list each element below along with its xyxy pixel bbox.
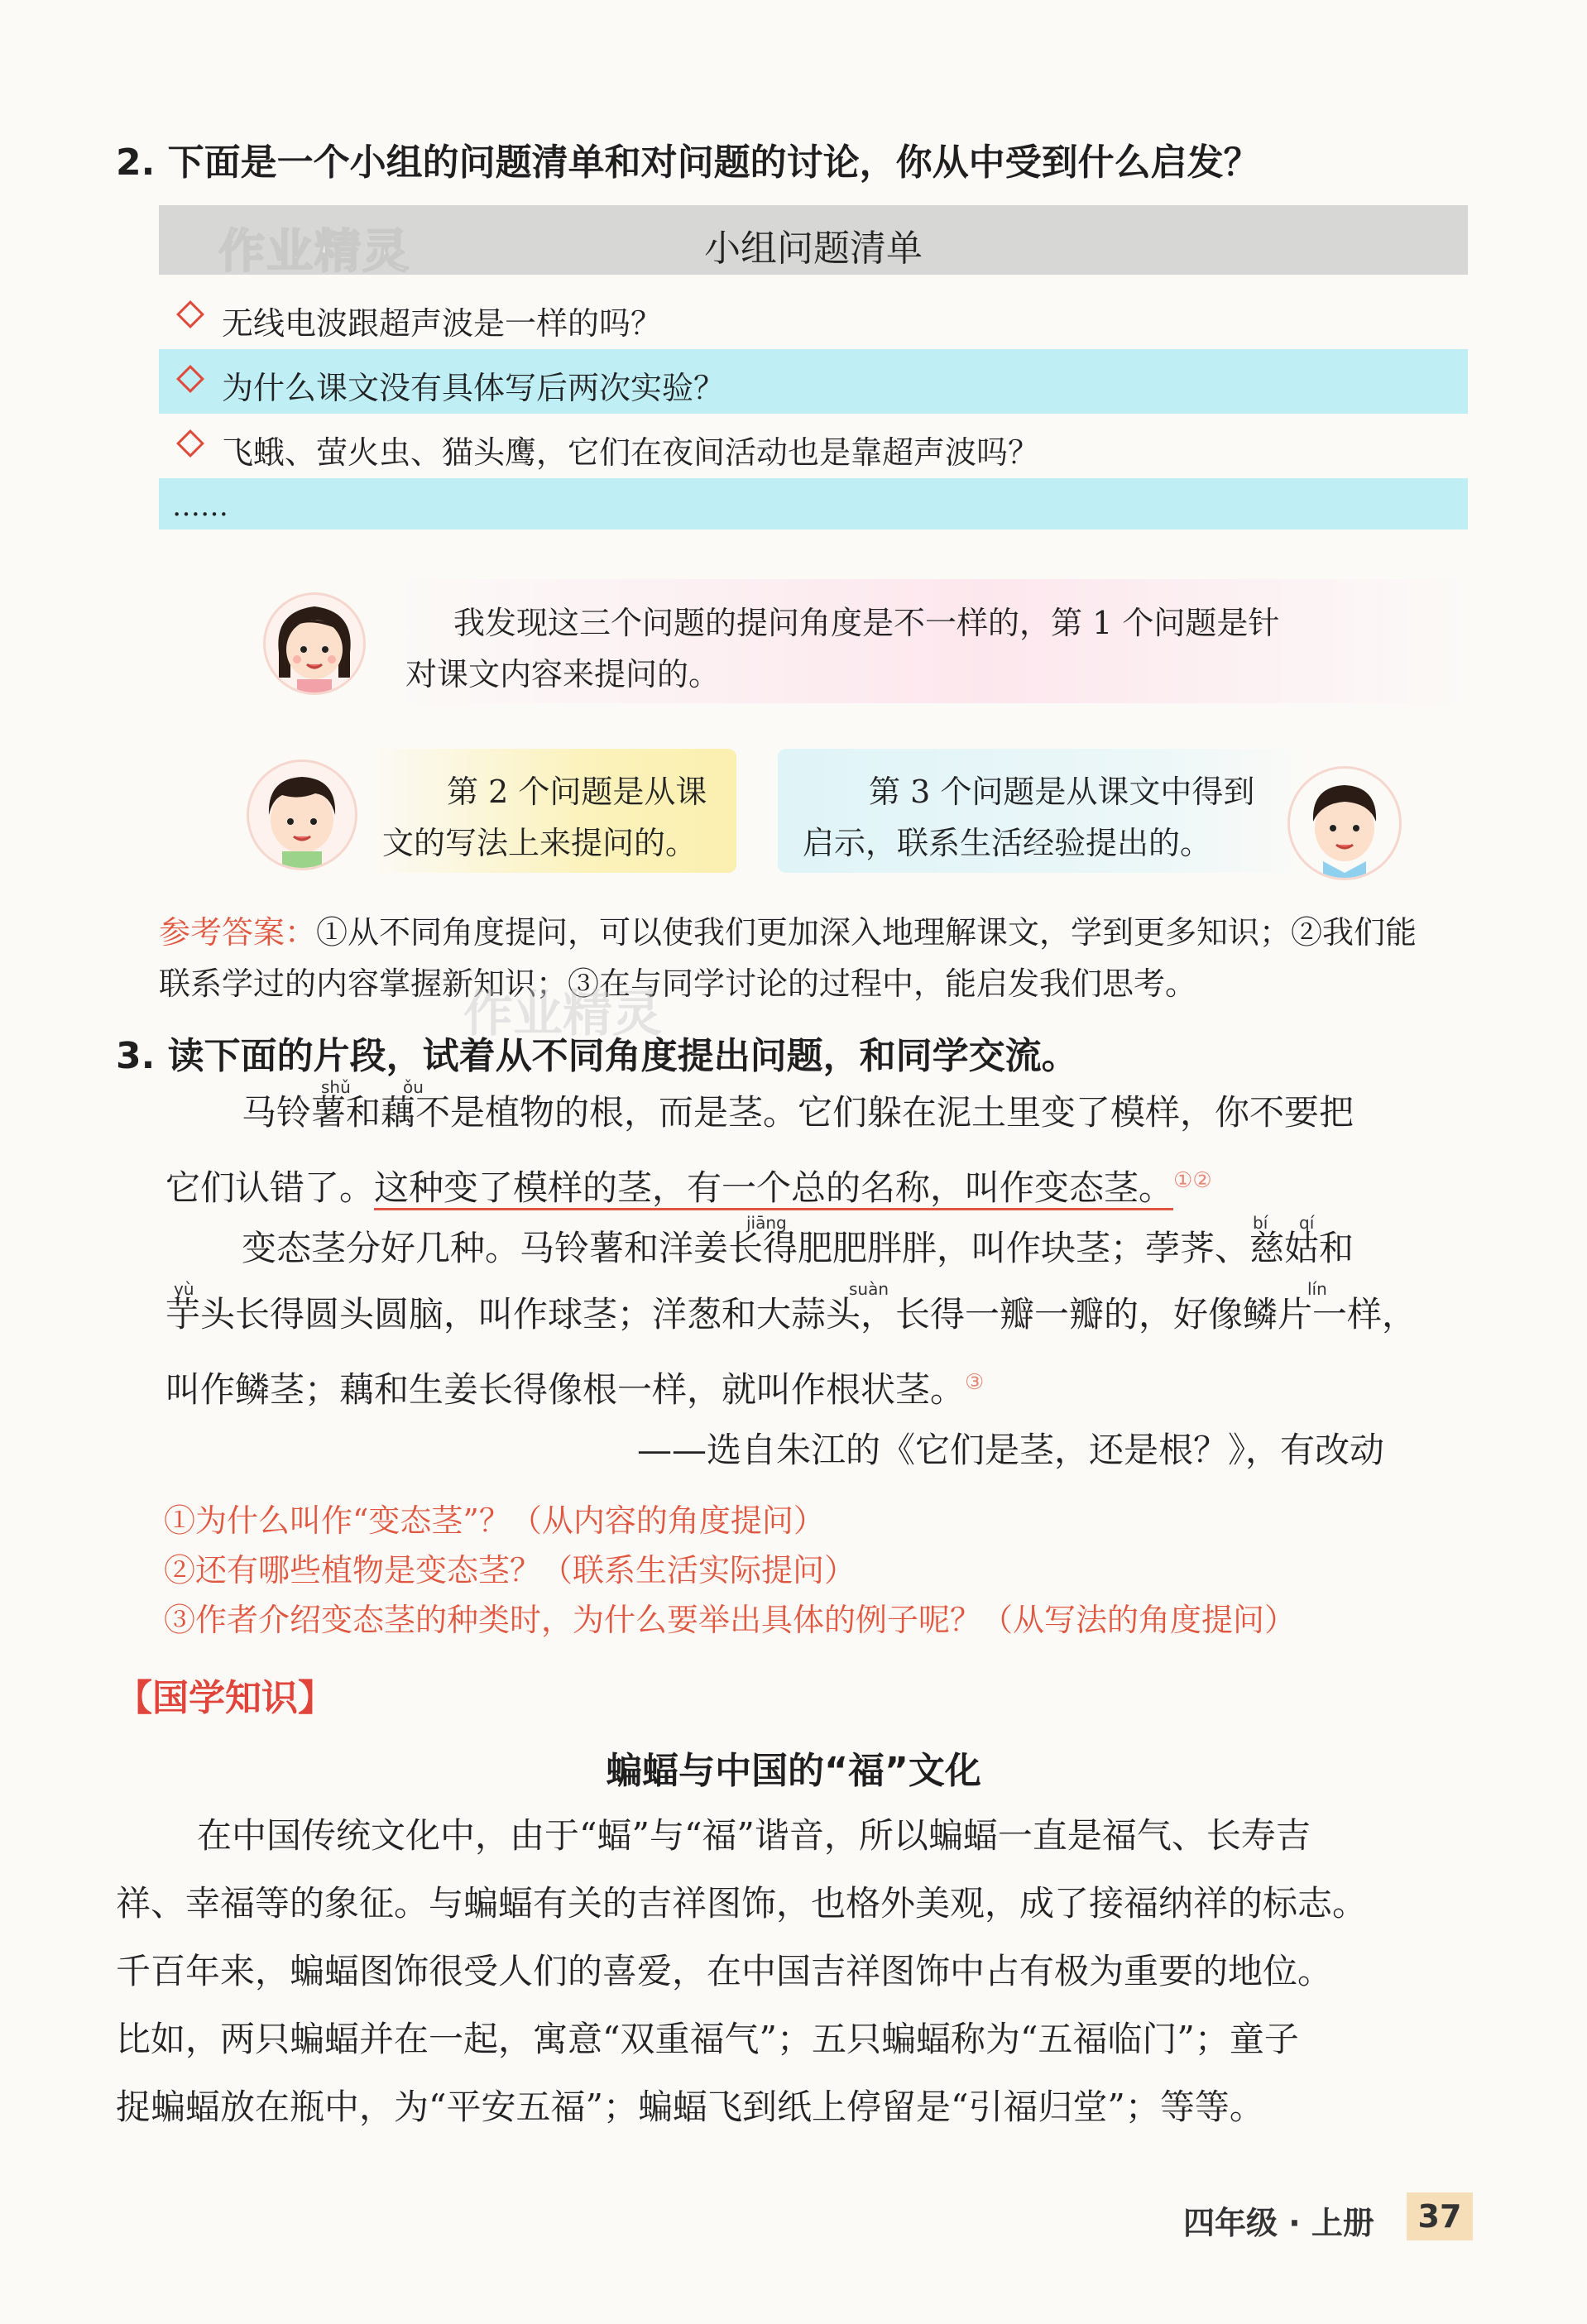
question-list-title: 小组问题清单: [704, 228, 923, 270]
answer-q3-1: ①为什么叫作“变态茎”？（从内容的角度提问）: [164, 1502, 825, 1539]
essay-title: 蝙蝠与中国的“福”文化: [606, 1750, 981, 1792]
passage-source: ——选自朱江的《它们是茎，还是根？》，有改动: [637, 1430, 1385, 1470]
pinyin-lin: lín: [1307, 1279, 1327, 1299]
boy-avatar-icon: [247, 759, 357, 870]
passage-p2-line1: 变态茎分好几种。马铃薯和洋姜长得肥肥胖胖，叫作块茎；荸荠、慈姑和: [242, 1228, 1354, 1268]
question-item: [159, 414, 1468, 478]
pinyin-yu: yù: [174, 1279, 194, 1299]
boy-avatar-icon: [1287, 766, 1402, 880]
passage-p2-line2: 芋头长得圆头圆脑，叫作球茎；洋葱和大蒜头，长得一瓣一瓣的，好像鳞片一样，: [165, 1294, 1417, 1335]
watermark-logo: 作业精灵: [218, 225, 410, 279]
question-item-ellipsis: [159, 478, 1468, 529]
essay-line: 捉蝙蝠放在瓶中，为“平安五福”；蝙蝠飞到纸上停留是“引福归堂”；等等。: [116, 2087, 1264, 2127]
passage-text: 它们认错了。: [165, 1167, 375, 1208]
underlined-sentence: 这种变了模样的茎，有一个总的名称，叫作变态茎。: [374, 1167, 1173, 1210]
speech-girl-line2: 对课文内容来提问的。: [405, 656, 721, 692]
question-2-heading: 2. 下面是一个小组的问题清单和对问题的讨论，你从中受到什么启发？: [116, 141, 1260, 184]
reference-answer-line2: 联系学过的内容掌握新知识；③在与同学讨论的过程中，能启发我们思考。: [159, 966, 1197, 1002]
answer-q3-3: ③作者介绍变态茎的种类时，为什么要举出具体的例子呢？（从写法的角度提问）: [164, 1602, 1297, 1638]
page-number: 37: [1407, 2192, 1473, 2240]
question-list-box: [159, 205, 1468, 529]
passage-p1-line2: [165, 1147, 1212, 1222]
question-list-title-bar: [159, 205, 1468, 279]
pinyin-qi: qí: [1299, 1213, 1315, 1233]
passage-p1-line1: 马铃薯和藕不是植物的根，而是茎。它们躲在泥土里变了模样，你不要把: [242, 1092, 1354, 1133]
question-item: [159, 349, 1468, 414]
pinyin-jiang: jiāng: [746, 1213, 787, 1233]
reference-answer-text: ①从不同角度提问，可以使我们更加深入地理解课文，学到更多知识；②我们能: [316, 914, 1417, 951]
essay-line: 千百年来，蝙蝠图饰很受人们的喜爱，在中国吉祥图饰中占有极为重要的地位。: [116, 1951, 1333, 1991]
diamond-bullet-icon: [176, 429, 204, 458]
passage-p2-line3: [165, 1349, 984, 1424]
footer-grade: 四年级 · 上册: [1183, 2205, 1374, 2241]
section-tag: 【国学知识】: [116, 1677, 334, 1719]
essay-line: 祥、幸福等的象征。与蝙蝠有关的吉祥图饰，也格外美观，成了接福纳祥的标志。: [116, 1883, 1368, 1924]
question-text: 无线电波跟超声波是一样的吗？: [222, 305, 663, 342]
pinyin-bi: bí: [1253, 1213, 1268, 1233]
pinyin-suan: suàn: [849, 1279, 889, 1299]
question-text: 飞蛾、萤火虫、猫头鹰，它们在夜间活动也是靠超声波吗？: [222, 434, 1040, 471]
speech-boy1-line2: 文的写法上来提问的。: [382, 825, 698, 861]
annotation-mark-3: ③: [965, 1370, 985, 1395]
essay-line: 比如，两只蝙蝠并在一起，寓意“双重福气”；五只蝙蝠称为“五福临门”；童子: [116, 2019, 1299, 2059]
speech-boy2-line2: 启示，联系生活经验提出的。: [803, 825, 1212, 861]
pinyin-shu: shǔ: [321, 1077, 351, 1097]
question-text: 为什么课文没有具体写后两次实验？: [222, 370, 726, 406]
reference-answer-label: 参考答案：: [159, 914, 317, 951]
watermark-logo: 作业精灵: [463, 985, 662, 1043]
reference-answer-line1: [159, 907, 1417, 958]
passage-text: 叫作鳞茎；藕和生姜长得像根一样，就叫作根状茎。: [165, 1369, 966, 1410]
speech-boy2-line1: 第 3 个问题是从课文中得到: [869, 774, 1255, 810]
girl-avatar-icon: [263, 592, 366, 695]
diamond-bullet-icon: [176, 365, 204, 393]
diamond-bullet-icon: [176, 300, 204, 328]
ellipsis: ……: [172, 490, 228, 523]
pinyin-ou: ǒu: [403, 1077, 424, 1097]
speech-girl-line1: 我发现这三个问题的提问角度是不一样的，第 1 个问题是针: [453, 605, 1280, 641]
essay-line: 在中国传统文化中，由于“蝠”与“福”谐音，所以蝙蝠一直是福气、长寿吉: [197, 1815, 1311, 1856]
question-item: [159, 285, 1468, 349]
annotation-mark-12: ①②: [1173, 1168, 1212, 1193]
speech-boy1-line1: 第 2 个问题是从课: [447, 774, 707, 810]
answer-q3-2: ②还有哪些植物是变态茎？（联系生活实际提问）: [164, 1552, 856, 1588]
question-3-heading: 3. 读下面的片段，试着从不同角度提出问题，和同学交流。: [116, 1035, 1078, 1077]
